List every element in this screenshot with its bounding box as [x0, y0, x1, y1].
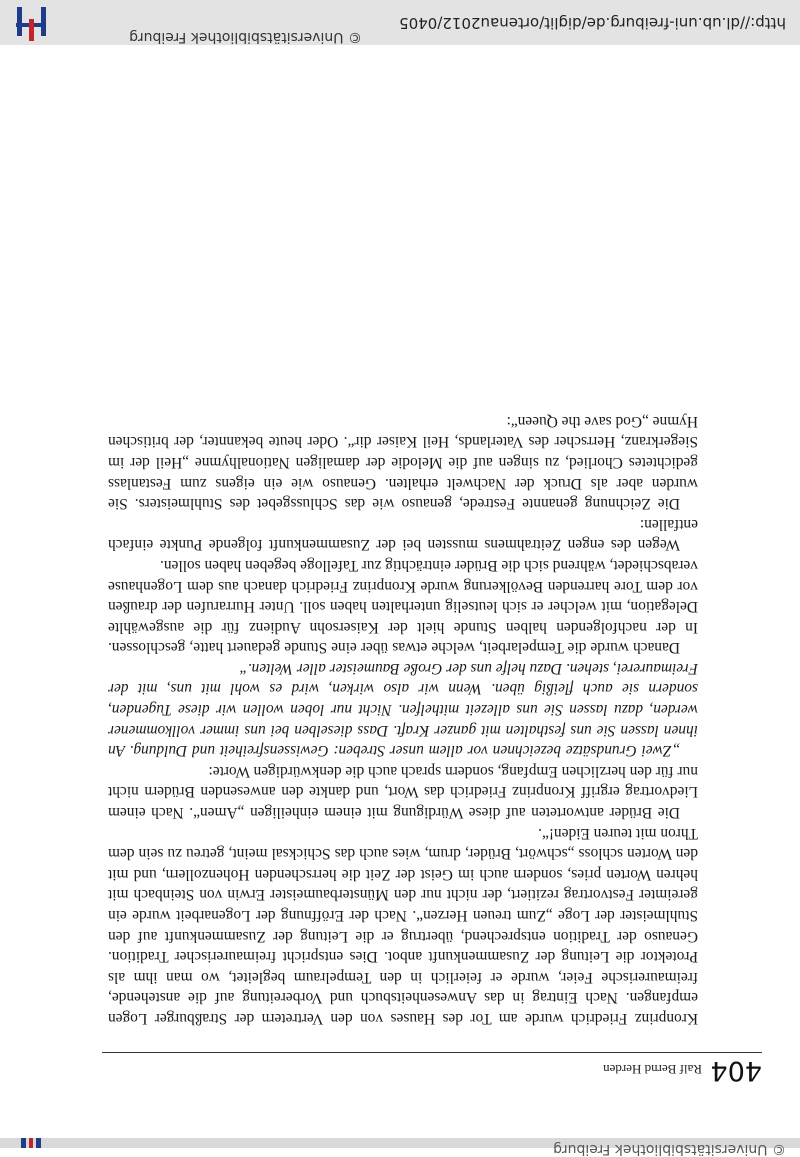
quote-paragraph: „Zwei Grundsätze bezeichnen vor allem unser Streben: Gewissensfreiheit und Duldung. An ihnen lassen Sie uns festhalten mit ganzer Kraft. Dass dieselben bei uns immer vollkommener werden, dazu lassen Sie uns allezeit mithelfen. Nicht nur loben wollen wir diese Tugenden, sondern sie auch fleißig üben. Wenn wir also wirken, wird es wohl mit uns, mit der Freimaurerei, stehen. Dazu helfe uns der Große Baumeister aller Welten.“ — [108, 659, 698, 760]
page-header — [102, 1048, 762, 1088]
top-strip-text: © Universitätsbibliothek Freiburg — [553, 1141, 786, 1157]
footer-bar — [0, 0, 800, 45]
body-text — [108, 410, 698, 1028]
copyright-text: © Universitätsbibliothek Freiburg — [129, 29, 362, 45]
paragraph-6: Die Zeichnung genannte Festrede, genauso wie das Schlussgebet des Stuhlmeisters. Sie wurden aber als Druck der Nachwelt erhalten. Genauso wie ein eigens zum Festanlass gedichtetes Chorlied, zu singen auf die Melodie der damaligen Nationalhymne „Heil der im Siegerkranz, Herrscher des Vaterlands, Heil Kaiser dir“. Oder heute bekannter, der britischen Hymne „God save the Queen“: — [108, 412, 698, 513]
running-head-author: Ralf Bernd Herden — [603, 1062, 702, 1077]
source-url-link[interactable]: http://dl.ub.uni-freiburg.de/diglit/ortenau2012/0405 — [399, 14, 786, 32]
university-logo — [16, 7, 46, 41]
paragraph-1: Kronprinz Friedrich wurde am Tor des Hauses von den Vertretern der Straßburger Logen empfangen. Nach Eintrag in das Anwesenheitsbuch und Vorbereitung auf die anstehende, freimaurerische Feier, wurde er feierlich in den Tempelraum begleitet, wo man ihm als Protektor die Leitung der Zusammenkunft anbot. Dies entspricht freimaurerischer Tradition. Genauso der Tradition entsprechend, übertrug er die Leitung der Zusammenkunft auf den Stuhlmeister der Loge „Zum treuen Herzen“. Nach der Eröffnung der Logenarbeit wurde ein gereimter Festvortrag rezitiert, der nicht nur den Münsterbaumeister Erwin von Steinbach mit hehren Worten pries, sondern auch im Geist der Zeit die herrschenden Hohenzollern, und mit den Worten schloss „schwört, Brüder, drum, wies auch das Schicksal meint, getreu zu sein dem Thron mit teuren Eiden!“. — [108, 824, 698, 1027]
university-logo-mini — [19, 1138, 43, 1148]
paragraph-4: Danach wurde die Tempelarbeit, welche etwas über eine Stunde gedauert hatte, geschlossen. In der nachfolgenden halben Stunde hielt der Kaisersohn Audienz für die ausgewählte Delegation, mit welcher er sich leutselig unterhalten haben soll. Unter Hurrarufen der draußen vor dem Tore harrenden Bevölkerung wurde Kronprinz Friedrich danach aus dem Logenhause verabschiedet, während sich die Brüder einträchtig zur Tafelloge begeben haben sollen. — [108, 556, 698, 657]
top-strip — [0, 1138, 800, 1157]
paragraph-2: Die Brüder antworteten auf diese Würdigung mit einem einheiligen „Amen“. Nach einem Liedvortrag ergriff Kronprinz Friedrich das Wort, und dankte den anwesenden Brüdern nicht nur für den herzlichen Empfang, sondern sprach auch die denkwürdigen Worte: — [108, 762, 698, 822]
page-number: 404 — [710, 1055, 762, 1086]
header-rule — [102, 1052, 762, 1053]
paragraph-5: Wegen des engen Zeitrahmens mussten bei der Zusammenkunft folgende Punkte einfach entfallen: — [108, 515, 698, 554]
